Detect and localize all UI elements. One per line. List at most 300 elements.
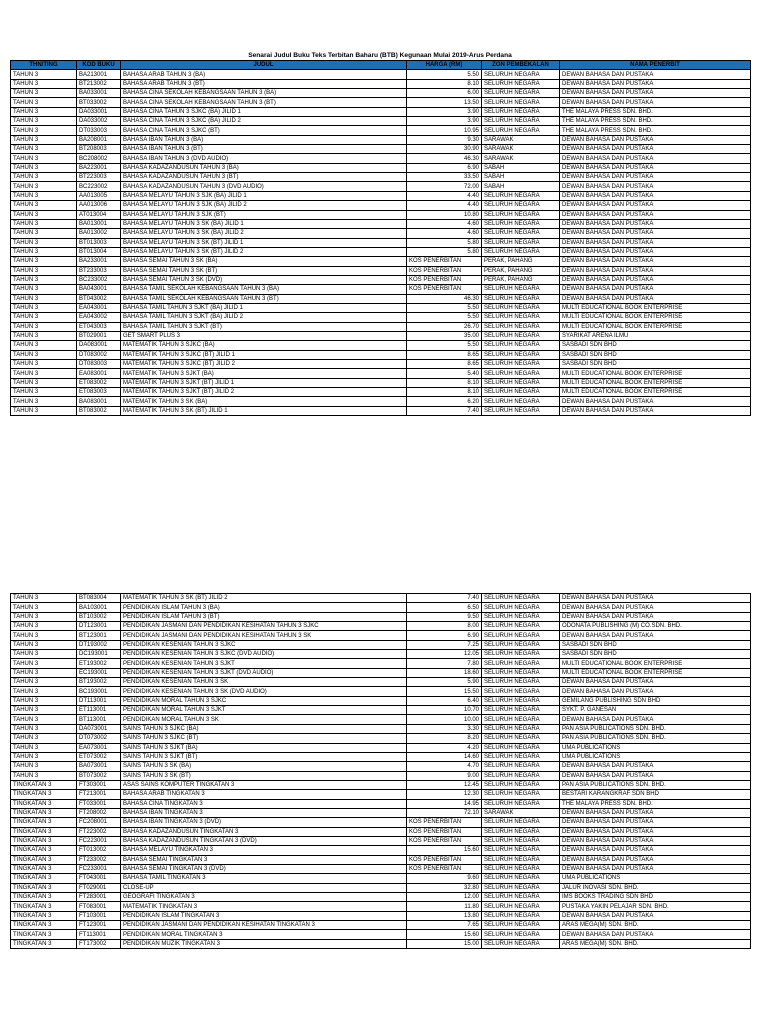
cell-judul: PENDIDIKAN KESENIAN TAHUN 3 SK: [121, 678, 407, 687]
cell-penerbit: SASBADI SDN BHD: [560, 360, 751, 369]
cell-judul: BAHASA IBAN TAHUN 3 (DVD AUDIO): [121, 154, 407, 163]
cell-thn-ting: TAHUN 3: [11, 285, 77, 294]
table-row: [11, 79, 751, 88]
cell-penerbit: DEWAN BAHASA DAN PUSTAKA: [560, 191, 751, 200]
cell-harga: 6.00: [407, 89, 482, 98]
cell-kod-buku: DT113001: [77, 696, 121, 705]
table-row: [11, 771, 751, 780]
cell-zon: SELURUH NEGARA: [482, 331, 560, 340]
cell-thn-ting: TAHUN 3: [11, 257, 77, 266]
cell-kod-buku: BA013001: [77, 219, 121, 228]
table-row: [11, 603, 751, 612]
table-row: [11, 322, 751, 331]
cell-penerbit: ODONATA PUBLISHING (M) CO.SDN. BHD.: [560, 622, 751, 631]
cell-kod-buku: BC223002: [77, 182, 121, 191]
cell-judul: MATEMATIK TAHUN 3 SK (BT) JILID 2: [121, 594, 407, 603]
cell-thn-ting: TINGKATAN 3: [11, 921, 77, 930]
cell-kod-buku: FC208001: [77, 818, 121, 827]
table-row: [11, 883, 751, 892]
cell-kod-buku: BT043002: [77, 294, 121, 303]
cell-penerbit: PAN ASIA PUBLICATIONS SDN. BHD.: [560, 724, 751, 733]
cell-zon: SELURUH NEGARA: [482, 724, 560, 733]
cell-thn-ting: TAHUN 3: [11, 762, 77, 771]
cell-thn-ting: TAHUN 3: [11, 107, 77, 116]
cell-penerbit: THE MALAYA PRESS SDN. BHD.: [560, 117, 751, 126]
cell-kod-buku: DT073002: [77, 734, 121, 743]
cell-judul: MATEMATIK TAHUN 3 SJKC (BA): [121, 341, 407, 350]
header-thn-ting: THN/TING: [11, 61, 77, 70]
cell-kod-buku: BT029001: [77, 331, 121, 340]
cell-judul: MATEMATIK TAHUN 3 SJKC (BT) JILID 1: [121, 350, 407, 359]
cell-harga: 32.80: [407, 883, 482, 892]
cell-thn-ting: TAHUN 3: [11, 752, 77, 761]
table-row: [11, 902, 751, 911]
cell-kod-buku: DA083001: [77, 341, 121, 350]
cell-harga: 30.90: [407, 145, 482, 154]
cell-thn-ting: TAHUN 3: [11, 378, 77, 387]
cell-harga: 9.50: [407, 612, 482, 621]
cell-zon: SELURUH NEGARA: [482, 191, 560, 200]
cell-thn-ting: TAHUN 3: [11, 743, 77, 752]
cell-penerbit: DEWAN BAHASA DAN PUSTAKA: [560, 808, 751, 817]
cell-harga: 4.40: [407, 201, 482, 210]
cell-penerbit: DEWAN BAHASA DAN PUSTAKA: [560, 219, 751, 228]
cell-harga: 10.70: [407, 706, 482, 715]
cell-thn-ting: TAHUN 3: [11, 406, 77, 415]
cell-zon: SELURUH NEGARA: [482, 743, 560, 752]
cell-thn-ting: TINGKATAN 3: [11, 874, 77, 883]
cell-penerbit: DEWAN BAHASA DAN PUSTAKA: [560, 229, 751, 238]
table-row: [11, 855, 751, 864]
cell-zon: SELURUH NEGARA: [482, 313, 560, 322]
cell-thn-ting: TINGKATAN 3: [11, 780, 77, 789]
cell-kod-buku: BA233001: [77, 257, 121, 266]
cell-harga: 12.30: [407, 790, 482, 799]
cell-judul: BAHASA IBAN TAHUN 3 (BA): [121, 135, 407, 144]
cell-thn-ting: TAHUN 3: [11, 715, 77, 724]
cell-zon: SELURUH NEGARA: [482, 780, 560, 789]
cell-thn-ting: TAHUN 3: [11, 360, 77, 369]
cell-penerbit: JALUR INOVASI SDN. BHD.: [560, 883, 751, 892]
cell-zon: SELURUH NEGARA: [482, 594, 560, 603]
cell-judul: MATEMATIK TINGKATAN 3: [121, 902, 407, 911]
cell-judul: PENDIDIKAN KESENIAN TAHUN 3 SJKT: [121, 659, 407, 668]
cell-judul: SAINS TAHUN 3 SJKC (BT): [121, 734, 407, 743]
cell-harga: 11.80: [407, 902, 482, 911]
textbook-table-2: [10, 593, 751, 949]
cell-kod-buku: FT033001: [77, 799, 121, 808]
cell-judul: SAINS TAHUN 3 SK (BA): [121, 762, 407, 771]
cell-thn-ting: TINGKATAN 3: [11, 836, 77, 845]
cell-zon: SARAWAK: [482, 135, 560, 144]
table-row: [11, 808, 751, 817]
cell-zon: SELURUH NEGARA: [482, 930, 560, 939]
table-row: [11, 219, 751, 228]
table-row: [11, 201, 751, 210]
cell-penerbit: DEWAN BAHASA DAN PUSTAKA: [560, 173, 751, 182]
cell-zon: SELURUH NEGARA: [482, 902, 560, 911]
cell-zon: SELURUH NEGARA: [482, 874, 560, 883]
cell-penerbit: DEWAN BAHASA DAN PUSTAKA: [560, 238, 751, 247]
cell-judul: BAHASA TAMIL SEKOLAH KEBANGSAAN TAHUN 3 (BT): [121, 294, 407, 303]
cell-judul: BAHASA SEMAI TAHUN 3 SK (BA): [121, 257, 407, 266]
cell-kod-buku: ET043003: [77, 322, 121, 331]
cell-harga: 5.80: [407, 238, 482, 247]
cell-thn-ting: TINGKATAN 3: [11, 799, 77, 808]
table-row: [11, 930, 751, 939]
cell-thn-ting: TAHUN 3: [11, 631, 77, 640]
cell-penerbit: THE MALAYA PRESS SDN. BHD.: [560, 799, 751, 808]
cell-thn-ting: TAHUN 3: [11, 350, 77, 359]
cell-harga: 46.30: [407, 154, 482, 163]
cell-penerbit: ARAS MEGA(M) SDN. BHD.: [560, 939, 751, 948]
table-row: [11, 790, 751, 799]
cell-harga: 8.10: [407, 378, 482, 387]
cell-harga: 9.00: [407, 771, 482, 780]
table-row: [11, 341, 751, 350]
cell-zon: SELURUH NEGARA: [482, 893, 560, 902]
cell-harga: 9.30: [407, 135, 482, 144]
table-row: [11, 799, 751, 808]
table-row: [11, 911, 751, 920]
cell-penerbit: MULTI EDUCATIONAL BOOK ENTERPRISE: [560, 303, 751, 312]
cell-thn-ting: TAHUN 3: [11, 266, 77, 275]
cell-penerbit: DEWAN BAHASA DAN PUSTAKA: [560, 210, 751, 219]
cell-kod-buku: ET113001: [77, 706, 121, 715]
cell-kod-buku: BA083001: [77, 397, 121, 406]
cell-penerbit: PAN ASIA PUBLICATIONS SDN. BHD.: [560, 780, 751, 789]
table-row: [11, 939, 751, 948]
cell-kod-buku: BA223001: [77, 163, 121, 172]
cell-thn-ting: TAHUN 3: [11, 303, 77, 312]
cell-thn-ting: TAHUN 3: [11, 369, 77, 378]
cell-penerbit: ARAS MEGA(M) SDN. BHD.: [560, 921, 751, 930]
cell-thn-ting: TINGKATAN 3: [11, 808, 77, 817]
cell-harga: 7.65: [407, 921, 482, 930]
cell-penerbit: DEWAN BAHASA DAN PUSTAKA: [560, 182, 751, 191]
cell-kod-buku: BA033001: [77, 89, 121, 98]
cell-kod-buku: DT083003: [77, 360, 121, 369]
cell-judul: BAHASA KADAZANDUSUN TAHUN 3 (DVD AUDIO): [121, 182, 407, 191]
cell-zon: SELURUH NEGARA: [482, 201, 560, 210]
cell-kod-buku: FT043001: [77, 874, 121, 883]
cell-harga: 15.60: [407, 846, 482, 855]
cell-judul: BAHASA CINA TAHUN 3 SJKC (BA) JILID 2: [121, 117, 407, 126]
cell-harga: 15.60: [407, 930, 482, 939]
cell-penerbit: MULTI EDUCATIONAL BOOK ENTERPRISE: [560, 388, 751, 397]
cell-kod-buku: BT193002: [77, 678, 121, 687]
cell-judul: SAINS TAHUN 3 SJKT (BA): [121, 743, 407, 752]
cell-zon: SARAWAK: [482, 808, 560, 817]
table-row: [11, 285, 751, 294]
cell-judul: CLOSE-UP: [121, 883, 407, 892]
cell-penerbit: GEMILANG PUBLISHING SDN BHD: [560, 696, 751, 705]
cell-zon: SELURUH NEGARA: [482, 921, 560, 930]
cell-harga: 6.90: [407, 631, 482, 640]
cell-zon: SELURUH NEGARA: [482, 79, 560, 88]
table-row: [11, 846, 751, 855]
cell-zon: SELURUH NEGARA: [482, 219, 560, 228]
cell-penerbit: DEWAN BAHASA DAN PUSTAKA: [560, 201, 751, 210]
cell-judul: BAHASA IBAN TINGKATAN 3 (DVD): [121, 818, 407, 827]
cell-kod-buku: ET083003: [77, 388, 121, 397]
cell-harga: 10.95: [407, 126, 482, 135]
cell-penerbit: DEWAN BAHASA DAN PUSTAKA: [560, 603, 751, 612]
cell-kod-buku: DT033003: [77, 126, 121, 135]
header-judul: JUDUL: [121, 61, 407, 70]
cell-zon: PERAK, PAHANG: [482, 257, 560, 266]
cell-penerbit: SYKT. P. GANESAN: [560, 706, 751, 715]
cell-thn-ting: TINGKATAN 3: [11, 864, 77, 873]
cell-penerbit: IMS BOOKS TRADING SDN BHD: [560, 893, 751, 902]
cell-zon: SELURUH NEGARA: [482, 70, 560, 79]
cell-penerbit: DEWAN BAHASA DAN PUSTAKA: [560, 98, 751, 107]
cell-judul: BAHASA MELAYU TAHUN 3 SK (BT) JILID 1: [121, 238, 407, 247]
cell-harga: 5.50: [407, 341, 482, 350]
cell-zon: SELURUH NEGARA: [482, 322, 560, 331]
cell-thn-ting: TINGKATAN 3: [11, 790, 77, 799]
cell-thn-ting: TAHUN 3: [11, 640, 77, 649]
cell-judul: GEOGRAFI TINGKATAN 3: [121, 893, 407, 902]
cell-penerbit: UMA PUBLICATIONS: [560, 752, 751, 761]
cell-penerbit: DEWAN BAHASA DAN PUSTAKA: [560, 79, 751, 88]
cell-judul: MATEMATIK TAHUN 3 SK (BA): [121, 397, 407, 406]
cell-harga: 33.50: [407, 173, 482, 182]
cell-harga: 13.80: [407, 911, 482, 920]
table-row: [11, 378, 751, 387]
cell-thn-ting: TINGKATAN 3: [11, 939, 77, 948]
cell-zon: SELURUH NEGARA: [482, 612, 560, 621]
table-row: [11, 921, 751, 930]
cell-penerbit: UMA PUBLICATIONS: [560, 743, 751, 752]
table-row: [11, 406, 751, 415]
table-row: [11, 594, 751, 603]
cell-harga: 4.70: [407, 762, 482, 771]
cell-judul: SAINS TAHUN 3 SK (BT): [121, 771, 407, 780]
cell-zon: SELURUH NEGARA: [482, 341, 560, 350]
cell-judul: BAHASA SEMAI TAHUN 3 SK (DVD): [121, 275, 407, 284]
cell-harga: 14.60: [407, 752, 482, 761]
cell-zon: SELURUH NEGARA: [482, 790, 560, 799]
cell-thn-ting: TAHUN 3: [11, 163, 77, 172]
cell-zon: SELURUH NEGARA: [482, 360, 560, 369]
cell-harga: 13.50: [407, 98, 482, 107]
cell-harga: 7.25: [407, 640, 482, 649]
cell-harga: 35.00: [407, 331, 482, 340]
cell-judul: PENDIDIKAN JASMANI DAN PENDIDIKAN KESIHATAN TAHUN 3 SJKC: [121, 622, 407, 631]
cell-penerbit: DEWAN BAHASA DAN PUSTAKA: [560, 89, 751, 98]
cell-judul: BAHASA MELAYU TAHUN 3 SJK (BA) JILID 2: [121, 201, 407, 210]
table-row: [11, 135, 751, 144]
cell-zon: SELURUH NEGARA: [482, 818, 560, 827]
cell-kod-buku: BT103002: [77, 612, 121, 621]
cell-penerbit: DEWAN BAHASA DAN PUSTAKA: [560, 266, 751, 275]
cell-zon: SELURUH NEGARA: [482, 285, 560, 294]
cell-harga: KOS PENERBITAN: [407, 836, 482, 845]
table-2-body: [11, 594, 751, 949]
cell-zon: SELURUH NEGARA: [482, 98, 560, 107]
cell-zon: SELURUH NEGARA: [482, 397, 560, 406]
cell-zon: SELURUH NEGARA: [482, 687, 560, 696]
table-row: [11, 238, 751, 247]
cell-judul: BAHASA ARAB TAHUN 3 (BA): [121, 70, 407, 79]
cell-judul: BAHASA MELAYU TAHUN 3 SJK (BA) JILID 1: [121, 191, 407, 200]
table-row: [11, 715, 751, 724]
cell-harga: 4.40: [407, 191, 482, 200]
cell-thn-ting: TINGKATAN 3: [11, 893, 77, 902]
header-row: [11, 61, 751, 70]
cell-thn-ting: TAHUN 3: [11, 706, 77, 715]
cell-judul: MATEMATIK TAHUN 3 SJKT (BT) JILID 1: [121, 378, 407, 387]
cell-zon: SELURUH NEGARA: [482, 350, 560, 359]
table-row: [11, 631, 751, 640]
cell-judul: BAHASA MELAYU TAHUN 3 SK (BA) JILID 2: [121, 229, 407, 238]
table-row: [11, 762, 751, 771]
cell-kod-buku: BT033002: [77, 98, 121, 107]
cell-harga: KOS PENERBITAN: [407, 855, 482, 864]
cell-judul: PENDIDIKAN ISLAM TINGKATAN 3: [121, 911, 407, 920]
table-row: [11, 275, 751, 284]
cell-harga: 3.30: [407, 724, 482, 733]
header-kod-buku: KOD BUKU: [77, 61, 121, 70]
cell-penerbit: DEWAN BAHASA DAN PUSTAKA: [560, 145, 751, 154]
cell-kod-buku: BA213001: [77, 70, 121, 79]
cell-penerbit: DEWAN BAHASA DAN PUSTAKA: [560, 911, 751, 920]
cell-kod-buku: BA073001: [77, 762, 121, 771]
table-row: [11, 229, 751, 238]
cell-zon: SELURUH NEGARA: [482, 229, 560, 238]
cell-zon: SELURUH NEGARA: [482, 640, 560, 649]
cell-kod-buku: ET073002: [77, 752, 121, 761]
cell-penerbit: DEWAN BAHASA DAN PUSTAKA: [560, 163, 751, 172]
cell-judul: PENDIDIKAN MORAL TAHUN 3 SJKC: [121, 696, 407, 705]
cell-harga: 26.70: [407, 322, 482, 331]
cell-zon: SELURUH NEGARA: [482, 696, 560, 705]
cell-zon: SARAWAK: [482, 145, 560, 154]
cell-thn-ting: TINGKATAN 3: [11, 846, 77, 855]
cell-thn-ting: TAHUN 3: [11, 126, 77, 135]
cell-harga: KOS PENERBITAN: [407, 827, 482, 836]
table-row: [11, 182, 751, 191]
cell-kod-buku: AT013004: [77, 210, 121, 219]
cell-judul: BAHASA SEMAI TINGKATAN 3 (DVD): [121, 864, 407, 873]
cell-harga: 6.90: [407, 163, 482, 172]
table-row: [11, 650, 751, 659]
cell-kod-buku: DA073001: [77, 724, 121, 733]
cell-kod-buku: FC223001: [77, 836, 121, 845]
table-row: [11, 743, 751, 752]
cell-penerbit: SASBADI SDN BHD: [560, 640, 751, 649]
cell-penerbit: DEWAN BAHASA DAN PUSTAKA: [560, 594, 751, 603]
cell-kod-buku: FT233002: [77, 855, 121, 864]
cell-judul: BAHASA CINA SEKOLAH KEBANGSAAN TAHUN 3 (BA): [121, 89, 407, 98]
cell-judul: GET SMART PLUS 3: [121, 331, 407, 340]
cell-thn-ting: TAHUN 3: [11, 247, 77, 256]
cell-thn-ting: TINGKATAN 3: [11, 902, 77, 911]
cell-thn-ting: TAHUN 3: [11, 594, 77, 603]
cell-zon: SABAH: [482, 163, 560, 172]
cell-zon: SELURUH NEGARA: [482, 650, 560, 659]
table-row: [11, 724, 751, 733]
table-row: [11, 294, 751, 303]
cell-harga: 4.20: [407, 743, 482, 752]
cell-zon: SABAH: [482, 182, 560, 191]
cell-judul: MATEMATIK TAHUN 3 SJKT (BT) JILID 2: [121, 388, 407, 397]
cell-zon: SELURUH NEGARA: [482, 911, 560, 920]
cell-judul: PENDIDIKAN KESENIAN TAHUN 3 SK (DVD AUDIO): [121, 687, 407, 696]
table-row: [11, 331, 751, 340]
cell-kod-buku: FT223002: [77, 827, 121, 836]
cell-harga: 12.05: [407, 650, 482, 659]
table-1-body: [11, 70, 751, 416]
cell-thn-ting: TAHUN 3: [11, 622, 77, 631]
table-row: [11, 818, 751, 827]
cell-kod-buku: FT303001: [77, 780, 121, 789]
cell-judul: BAHASA TAMIL TAHUN 3 SJKT (BT): [121, 322, 407, 331]
cell-penerbit: DEWAN BAHASA DAN PUSTAKA: [560, 855, 751, 864]
cell-harga: 72.10: [407, 808, 482, 817]
cell-judul: BAHASA CINA TAHUN 3 SJKC (BA) JILID 1: [121, 107, 407, 116]
cell-thn-ting: TAHUN 3: [11, 678, 77, 687]
table-row: [11, 780, 751, 789]
cell-zon: SELURUH NEGARA: [482, 939, 560, 948]
cell-thn-ting: TAHUN 3: [11, 191, 77, 200]
cell-thn-ting: TAHUN 3: [11, 275, 77, 284]
cell-zon: SELURUH NEGARA: [482, 836, 560, 845]
cell-harga: 4.60: [407, 229, 482, 238]
cell-penerbit: DEWAN BAHASA DAN PUSTAKA: [560, 397, 751, 406]
cell-harga: KOS PENERBITAN: [407, 257, 482, 266]
table-row: [11, 154, 751, 163]
cell-zon: SELURUH NEGARA: [482, 883, 560, 892]
table-row: [11, 640, 751, 649]
cell-judul: SAINS TAHUN 3 SJKT (BT): [121, 752, 407, 761]
cell-zon: SELURUH NEGARA: [482, 117, 560, 126]
cell-thn-ting: TAHUN 3: [11, 724, 77, 733]
cell-penerbit: DEWAN BAHASA DAN PUSTAKA: [560, 678, 751, 687]
cell-harga: 5.50: [407, 313, 482, 322]
cell-thn-ting: TINGKATAN 3: [11, 911, 77, 920]
cell-zon: SELURUH NEGARA: [482, 247, 560, 256]
cell-kod-buku: BT073002: [77, 771, 121, 780]
cell-kod-buku: FT113001: [77, 930, 121, 939]
cell-judul: BAHASA TAMIL TAHUN 3 SJKT (BA) JILID 2: [121, 313, 407, 322]
cell-penerbit: DEWAN BAHASA DAN PUSTAKA: [560, 247, 751, 256]
cell-harga: 5.50: [407, 70, 482, 79]
cell-penerbit: DEWAN BAHASA DAN PUSTAKA: [560, 154, 751, 163]
table-row: [11, 350, 751, 359]
table-row: [11, 257, 751, 266]
cell-kod-buku: DA033002: [77, 117, 121, 126]
cell-thn-ting: TAHUN 3: [11, 771, 77, 780]
cell-harga: 7.40: [407, 594, 482, 603]
cell-thn-ting: TINGKATAN 3: [11, 855, 77, 864]
cell-judul: MATEMATIK TAHUN 3 SJKC (BT) JILID 2: [121, 360, 407, 369]
cell-thn-ting: TAHUN 3: [11, 89, 77, 98]
cell-penerbit: PUSTAKA YAKIN PELAJAR SDN. BHD.: [560, 902, 751, 911]
cell-penerbit: PAN ASIA PUBLICATIONS SDN. BHD.: [560, 734, 751, 743]
cell-thn-ting: TAHUN 3: [11, 210, 77, 219]
cell-kod-buku: FT213001: [77, 790, 121, 799]
table-row: [11, 369, 751, 378]
cell-judul: PENDIDIKAN MORAL TINGKATAN 3: [121, 930, 407, 939]
cell-kod-buku: FT029001: [77, 883, 121, 892]
cell-zon: SELURUH NEGARA: [482, 369, 560, 378]
cell-judul: BAHASA SEMAI TAHUN 3 SK (BT): [121, 266, 407, 275]
cell-zon: SELURUH NEGARA: [482, 406, 560, 415]
cell-harga: 15.50: [407, 687, 482, 696]
cell-zon: PERAK, PAHANG: [482, 266, 560, 275]
